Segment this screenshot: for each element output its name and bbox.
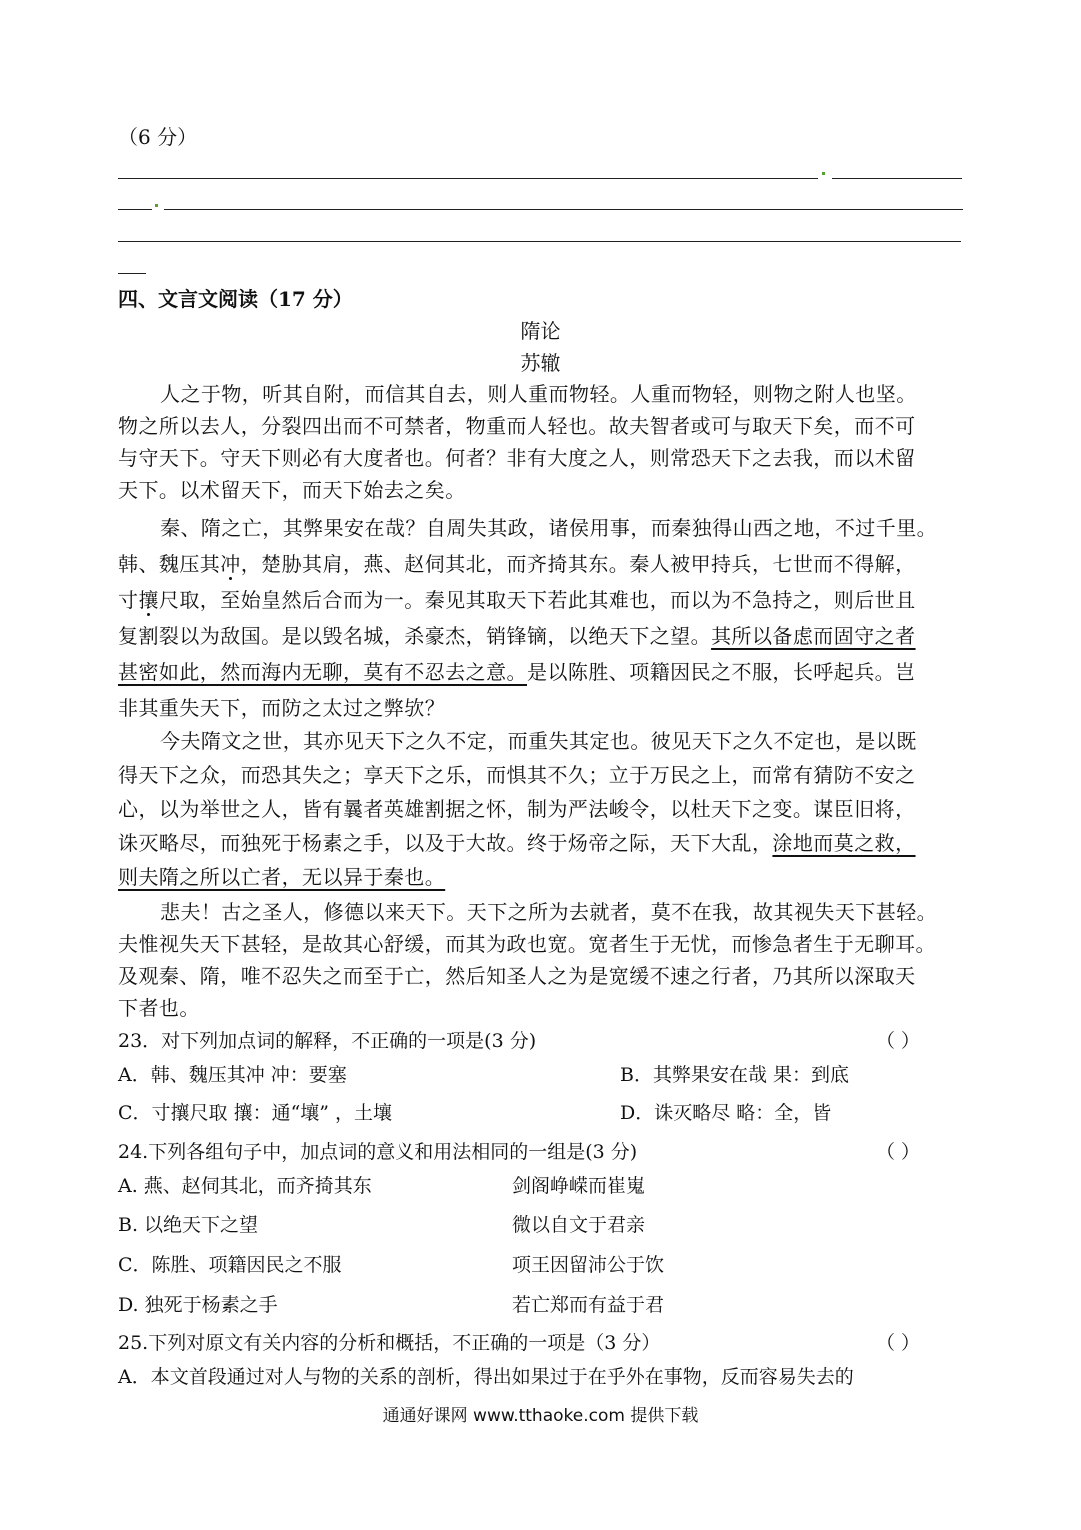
q24-option-d-right: 若亡郑而有益于君 bbox=[512, 1294, 665, 1316]
score-note: （6 分） bbox=[118, 125, 198, 149]
text-line: 及观秦、隋，唯不忍失之而至于亡，然后知圣人之为是宽缓不速之行者，乃其所以深取天 bbox=[118, 964, 916, 988]
text-line: 物之所以去人，分裂四出而不可禁者，物重而人轻也。故夫智者或可与取天下矣，而不可 bbox=[118, 414, 916, 438]
text-line bbox=[118, 618, 966, 654]
q24-option-a-right: 剑阁峥嵘而崔嵬 bbox=[512, 1175, 646, 1197]
q24-option-b-left: B. 以绝天下之望 bbox=[118, 1214, 259, 1236]
answer-paren-23[interactable]: （ ） bbox=[876, 1030, 921, 1052]
passage-title: 隋论 bbox=[520, 319, 561, 343]
text-line bbox=[118, 546, 966, 582]
paragraph-3 bbox=[118, 724, 966, 894]
line-mark bbox=[155, 204, 158, 207]
text-segment: 是以陈胜、项籍因民之不服，长呼起兵。岂 bbox=[527, 660, 916, 684]
text-segment: 复割裂以为敌国。是以毁名城，杀豪杰，销锋镝，以绝天下之望。 bbox=[118, 624, 712, 648]
answer-line-2b bbox=[164, 209, 963, 210]
answer-line-1a bbox=[118, 178, 818, 179]
text-segment: 尺取，至始皇然后合而为一。秦见其取天下若此其难也，而以为不急持之，则后世且 bbox=[158, 588, 916, 612]
text-segment: 诛灭略尽，而独死于杨素之手，以及于大故。终于炀帝之际，天下大乱， bbox=[118, 831, 773, 855]
text-line: 与守天下。守天下则必有大度者也。何者？非有大度之人，则常恐天下之去我，而以术留 bbox=[118, 446, 916, 470]
text-line: 心，以为举世之人，皆有曩者英雄割据之怀，制为严法峻令，以杜天下之变。谋臣旧将， bbox=[118, 797, 916, 821]
text-line bbox=[118, 826, 966, 860]
q23-option-a: A．韩、魏压其冲 冲：要塞 bbox=[118, 1064, 347, 1086]
text-segment: 韩、魏压其 bbox=[118, 552, 221, 576]
text-line: 人之于物，听其自附，而信其自去，则人重而物轻。人重而物轻，则物之附人也坚。 bbox=[160, 382, 917, 406]
q23-option-b: B．其弊果安在哉 果：到底 bbox=[620, 1064, 850, 1086]
underlined-sentence: 其所以备虑而固守之者 bbox=[711, 624, 916, 648]
q24-option-d-left: D. 独死于杨素之手 bbox=[118, 1294, 278, 1316]
question-24-stem: 24.下列各组句子中，加点词的意义和用法相同的一组是(3 分) bbox=[118, 1141, 638, 1163]
answer-line-2a bbox=[118, 209, 152, 210]
text-segment: 寸 bbox=[118, 588, 139, 612]
underlined-sentence: 涂地而莫之救， bbox=[772, 831, 916, 855]
question-23-stem: 23．对下列加点词的解释，不正确的一项是(3 分) bbox=[118, 1030, 537, 1052]
q23-option-c: C．寸攘尺取 攘：通“壤” ，土壤 bbox=[118, 1102, 393, 1124]
text-line: 非其重失天下，而防之太过之弊欤？ bbox=[118, 696, 446, 720]
question-25-stem: 25.下列对原文有关内容的分析和概括，不正确的一项是（3 分） bbox=[118, 1332, 661, 1354]
text-line: 秦、隋之亡，其弊果安在哉？自周失其政，诸侯用事，而秦独得山西之地，不过千里。 bbox=[160, 516, 938, 540]
paragraph-2 bbox=[118, 510, 966, 726]
dotted-word: 冲 bbox=[220, 552, 241, 576]
answer-line-4 bbox=[118, 273, 146, 274]
paragraph-1 bbox=[118, 378, 966, 506]
page-footer: 通通好课网 www.tthaoke.com 提供下载 bbox=[382, 1406, 699, 1426]
answer-paren-24[interactable]: （ ） bbox=[876, 1141, 921, 1163]
answer-line-1b bbox=[832, 178, 962, 179]
text-line: 悲夫！古之圣人，修德以来天下。天下之所为去就者，莫不在我，故其视失天下甚轻。 bbox=[160, 900, 938, 924]
q25-option-a: A．本文首段通过对人与物的关系的剖析，得出如果过于在乎外在事物，反而容易失去的 bbox=[118, 1366, 854, 1388]
passage-author: 苏辙 bbox=[520, 351, 561, 375]
answer-paren-25[interactable]: （ ） bbox=[876, 1332, 921, 1354]
q24-option-c-right: 项王因留沛公于饮 bbox=[512, 1254, 665, 1276]
text-line bbox=[118, 860, 966, 894]
answer-line-3 bbox=[118, 241, 961, 242]
underlined-sentence: 甚密如此，然而海内无聊，莫有不忍去之意。 bbox=[118, 660, 527, 684]
text-line: 夫惟视失天下甚轻，是故其心舒缓，而其为政也宽。宽者生于无忧，而惨急者生于无聊耳。 bbox=[118, 932, 936, 956]
q24-option-b-right: 微以自文于君亲 bbox=[512, 1214, 646, 1236]
paragraph-4 bbox=[118, 896, 966, 1024]
text-line: 今夫隋文之世，其亦见天下之久不定，而重失其定也。彼见天下之久不定也，是以既 bbox=[160, 729, 917, 753]
dotted-word: 攘 bbox=[138, 588, 159, 612]
text-line bbox=[118, 582, 966, 618]
text-line: 得天下之众，而恐其失之；享天下之乐，而惧其不久；立于万民之上，而常有猜防不安之 bbox=[118, 763, 916, 787]
section-heading: 四、文言文阅读（17 分） bbox=[118, 287, 353, 311]
text-line: 下者也。 bbox=[118, 996, 200, 1020]
line-mark bbox=[822, 172, 825, 175]
text-line: 天下。以术留天下，而天下始去之矣。 bbox=[118, 478, 466, 502]
text-line bbox=[118, 654, 966, 690]
q24-option-c-left: C．陈胜、项籍因民之不服 bbox=[118, 1254, 342, 1276]
q23-option-d: D．诛灭略尽 略：全，皆 bbox=[620, 1102, 832, 1124]
underlined-sentence: 则夫隋之所以亡者，无以异于秦也。 bbox=[118, 865, 446, 889]
q24-option-a-left: A. 燕、赵伺其北，而齐掎其东 bbox=[118, 1175, 372, 1197]
text-segment: ，楚胁其肩，燕、赵伺其北，而齐掎其东。秦人被甲持兵，七世而不得解， bbox=[240, 552, 916, 576]
